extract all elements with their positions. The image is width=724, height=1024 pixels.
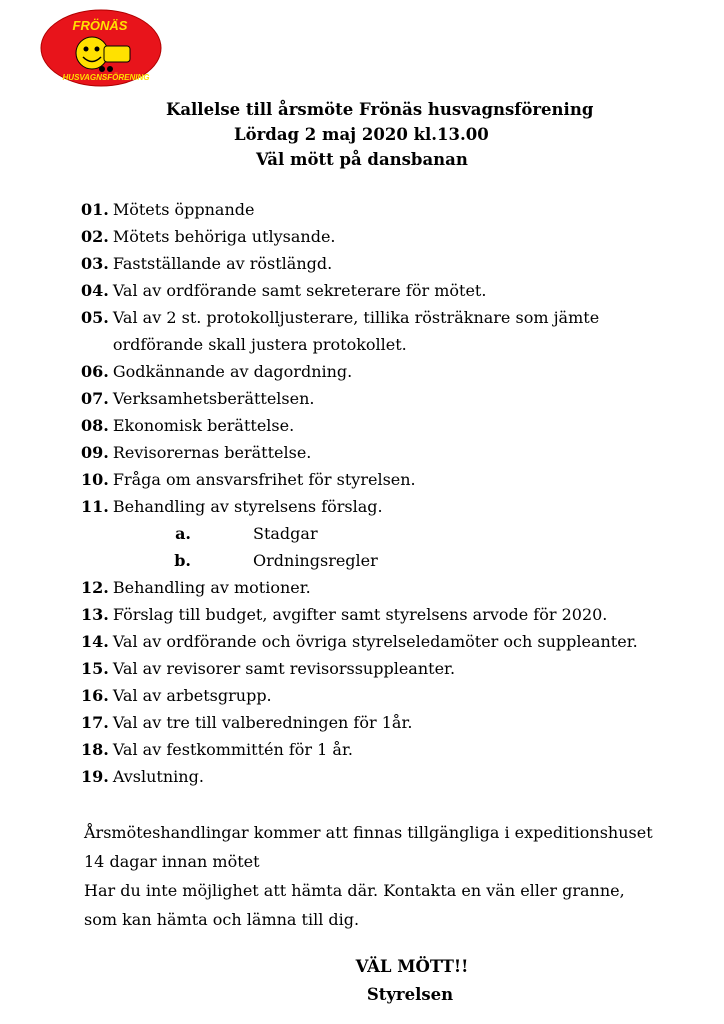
agenda-item-line: Godkännande av dagordning.: [112, 362, 353, 381]
agenda-item-number: 05.: [81, 308, 109, 327]
notice-line-2: 14 dagar innan mötet: [84, 852, 260, 871]
agenda-item-number: 12.: [81, 578, 109, 597]
agenda-item-number: 18.: [81, 740, 109, 759]
agenda-list: [81, 196, 701, 790]
agenda-item: [81, 493, 701, 520]
agenda-item-text: [113, 493, 701, 520]
agenda-item-line: Behandling av styrelsens förslag.: [112, 497, 383, 516]
agenda-item-text: [113, 250, 701, 277]
agenda-item: [81, 736, 701, 763]
agenda-item-line: Val av arbetsgrupp.: [112, 686, 272, 705]
agenda-item-line: Val av tre till valberedningen för 1år.: [112, 713, 413, 732]
closing-signature: Styrelsen: [366, 985, 454, 1004]
agenda-item-text: [113, 763, 701, 790]
agenda-item-number: 17.: [81, 713, 109, 732]
agenda-item-line: Revisorernas berättelse.: [112, 443, 312, 462]
agenda-subitem-text: Stadgar: [253, 524, 318, 543]
agenda-item-number: 04.: [81, 281, 109, 300]
notice-line-1: Årsmöteshandlingar kommer att finnas tillgängliga i expeditionshuset: [84, 823, 653, 842]
agenda-item-number: 01.: [81, 200, 109, 219]
logo-bottom-text: HUSVAGNSFÖRENING: [62, 73, 150, 82]
agenda-item: [81, 358, 701, 385]
agenda-item-line: Mötets behöriga utlysande.: [112, 227, 336, 246]
agenda-item-number: 13.: [81, 605, 109, 624]
agenda-item-text: [113, 196, 701, 223]
agenda-item: [81, 466, 701, 493]
agenda-item-line: Fastställande av röstlängd.: [112, 254, 333, 273]
agenda-item: [81, 196, 701, 223]
agenda-item-text: [113, 358, 701, 385]
agenda-subitem-letter: b.: [174, 551, 191, 570]
agenda-item: [81, 682, 701, 709]
agenda-item-number: 11.: [81, 497, 109, 516]
agenda-item-text: [113, 304, 701, 358]
agenda-item-number: 09.: [81, 443, 109, 462]
agenda-item: [81, 412, 701, 439]
agenda-item: [81, 655, 701, 682]
agenda-item: [81, 709, 701, 736]
agenda-item-text: [113, 709, 701, 736]
agenda-item-number: 16.: [81, 686, 109, 705]
agenda-item-number: 03.: [81, 254, 109, 273]
agenda-item-line: Avslutning.: [112, 767, 204, 786]
sun-face-icon: [76, 37, 108, 69]
agenda-item-text: [113, 277, 701, 304]
agenda-item-text: [113, 601, 701, 628]
agenda-item: [81, 601, 701, 628]
closing-greeting: VÄL MÖTT!!: [355, 957, 469, 976]
agenda-subitem-letter: a.: [175, 524, 191, 543]
agenda-item-line: Val av festkommittén för 1 år.: [112, 740, 353, 759]
agenda-item: [81, 439, 701, 466]
association-logo: [40, 8, 162, 88]
agenda-item-text: [113, 466, 701, 493]
notice-text: [84, 818, 704, 934]
agenda-item-line: Förslag till budget, avgifter samt styrelsens arvode för 2020.: [112, 605, 608, 624]
agenda-item-text: [113, 655, 701, 682]
agenda-item-number: 02.: [81, 227, 109, 246]
logo-top-text: FRÖNÄS: [72, 18, 128, 33]
agenda-item: [81, 628, 701, 655]
agenda-item-number: 10.: [81, 470, 109, 489]
agenda-item-number: 07.: [81, 389, 109, 408]
agenda-item-text: [113, 412, 701, 439]
agenda-item-line: Ekonomisk berättelse.: [112, 416, 295, 435]
agenda-item: [81, 277, 701, 304]
agenda-item-text: [113, 628, 701, 655]
agenda-item-line: Mötets öppnande: [112, 200, 255, 219]
agenda-item-line: Fråga om ansvarsfrihet för styrelsen.: [112, 470, 416, 489]
agenda-item: [81, 304, 701, 358]
agenda-item-line: Val av revisorer samt revisorssuppleanter.: [112, 659, 456, 678]
agenda-item: [81, 574, 701, 601]
heading-title: Kallelse till årsmöte Frönäs husvagnsförening: [166, 100, 594, 119]
agenda-item: [81, 250, 701, 277]
agenda-item-number: 14.: [81, 632, 109, 651]
agenda-item-line: Val av ordförande och övriga styrelseledamöter och suppleanter.: [112, 632, 638, 651]
agenda-item-number: 08.: [81, 416, 109, 435]
agenda-item: [81, 763, 701, 790]
agenda-item-text: [113, 574, 701, 601]
agenda-item-text: [113, 682, 701, 709]
agenda-item-line: Behandling av motioner.: [112, 578, 311, 597]
agenda-item-text: [113, 385, 701, 412]
agenda-item-number: 19.: [81, 767, 109, 786]
agenda-item-line: Val av ordförande samt sekreterare för mötet.: [112, 281, 487, 300]
agenda-item-number: 15.: [81, 659, 109, 678]
agenda-subitem: [81, 520, 701, 547]
agenda-item-number: 06.: [81, 362, 109, 381]
caravan-icon: [104, 46, 130, 62]
heading-date: Lördag 2 maj 2020 kl.13.00: [234, 125, 489, 144]
agenda-subitem-text: Ordningsregler: [253, 551, 378, 570]
notice-line-3: Har du inte möjlighet att hämta där. Kontakta en vän eller granne,: [84, 881, 625, 900]
agenda-item-text: [113, 223, 701, 250]
agenda-item-text: [113, 439, 701, 466]
agenda-item-line: Verksamhetsberättelsen.: [112, 389, 315, 408]
agenda-item-line: ordförande skall justera protokollet.: [112, 335, 407, 354]
agenda-item: [81, 223, 701, 250]
heading-location: Väl mött på dansbanan: [256, 150, 468, 169]
agenda-item-text: [113, 736, 701, 763]
agenda-subitem: [81, 547, 701, 574]
notice-line-4: som kan hämta och lämna till dig.: [84, 910, 360, 929]
agenda-item-line: Val av 2 st. protokolljusterare, tillika rösträknare som jämte: [112, 308, 600, 327]
agenda-item: [81, 385, 701, 412]
